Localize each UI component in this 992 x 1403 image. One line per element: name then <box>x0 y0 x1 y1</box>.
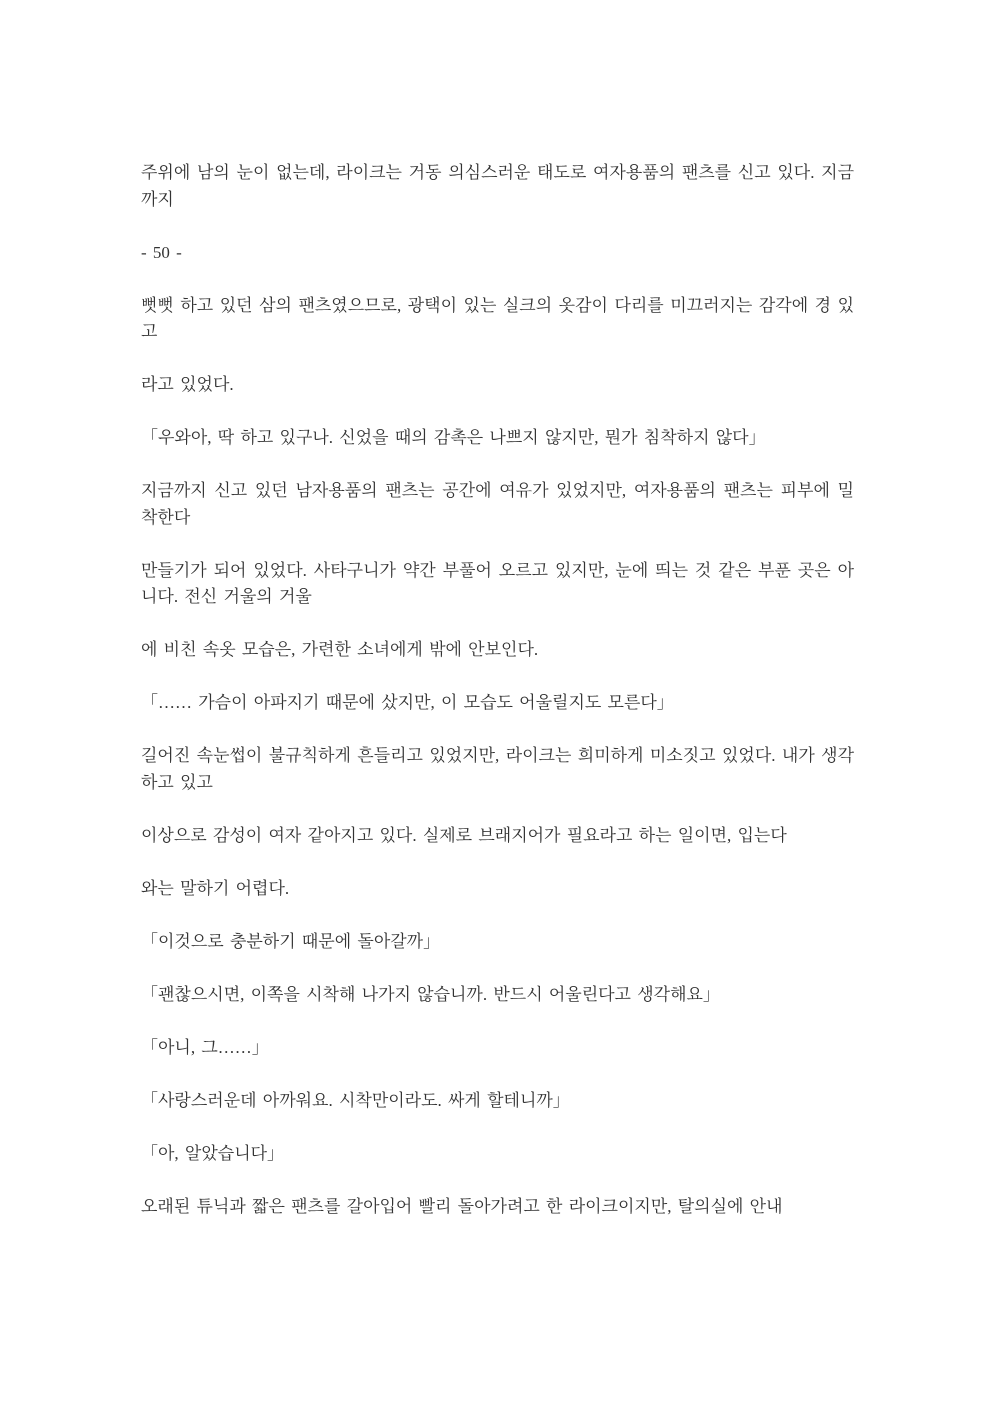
paragraph: 뻣뻣 하고 있던 삼의 팬츠였으므로, 광택이 있는 실크의 옷감이 다리를 미끄러지는 감각에 경 있고 <box>141 295 854 341</box>
dialogue-paragraph: 「이것으로 충분하기 때문에 돌아갈까」 <box>141 931 441 951</box>
paragraph: 만들기가 되어 있었다. 사타구니가 약간 부풀어 오르고 있지만, 눈에 띄는 것 같은 부푼 곳은 아니다. 전신 거울의 거울 <box>141 560 854 606</box>
paragraph: 오래된 튜닉과 짧은 팬츠를 갈아입어 빨리 돌아가려고 한 라이크이지만, 탈의실에 안내 <box>141 1196 783 1216</box>
paragraph: 주위에 남의 눈이 없는데, 라이크는 거동 의심스러운 태도로 여자용품의 팬츠를 신고 있다. 지금까지 <box>141 163 854 209</box>
dialogue-paragraph: 「아니, 그……」 <box>141 1037 269 1057</box>
paragraph: 지금까지 신고 있던 남자용품의 팬츠는 공간에 여유가 있었지만, 여자용품의 팬츠는 피부에 밀착한다 <box>141 481 854 527</box>
dialogue-paragraph: 「사랑스러운데 아까워요. 시착만이라도. 싸게 할테니까」 <box>141 1090 570 1110</box>
dialogue-paragraph: 「우와아, 딱 하고 있구나. 신었을 때의 감촉은 나쁘지 않지만, 뭔가 침착하지 않다」 <box>141 428 766 447</box>
document-content <box>141 160 854 1247</box>
paragraph: 라고 있었다. <box>141 375 234 394</box>
dialogue-paragraph: 「…… 가슴이 아파지기 때문에 샀지만, 이 모습도 어울릴지도 모른다」 <box>141 693 674 712</box>
paragraph: 길어진 속눈썹이 불규칙하게 흔들리고 있었지만, 라이크는 희미하게 미소짓고 있었다. 내가 생각하고 있고 <box>141 746 854 792</box>
page-number-marker: - 50 - <box>141 242 182 262</box>
dialogue-paragraph: 「괜찮으시면, 이쪽을 시착해 나가지 않습니까. 반드시 어울린다고 생각해요」 <box>141 984 720 1004</box>
dialogue-paragraph: 「아, 알았습니다」 <box>141 1143 285 1163</box>
paragraph: 와는 말하기 어렵다. <box>141 878 290 898</box>
paragraph: 이상으로 감성이 여자 같아지고 있다. 실제로 브래지어가 필요라고 하는 일이면, 입는다 <box>141 825 787 845</box>
paragraph: 에 비친 속옷 모습은, 가련한 소녀에게 밖에 안보인다. <box>141 640 539 659</box>
